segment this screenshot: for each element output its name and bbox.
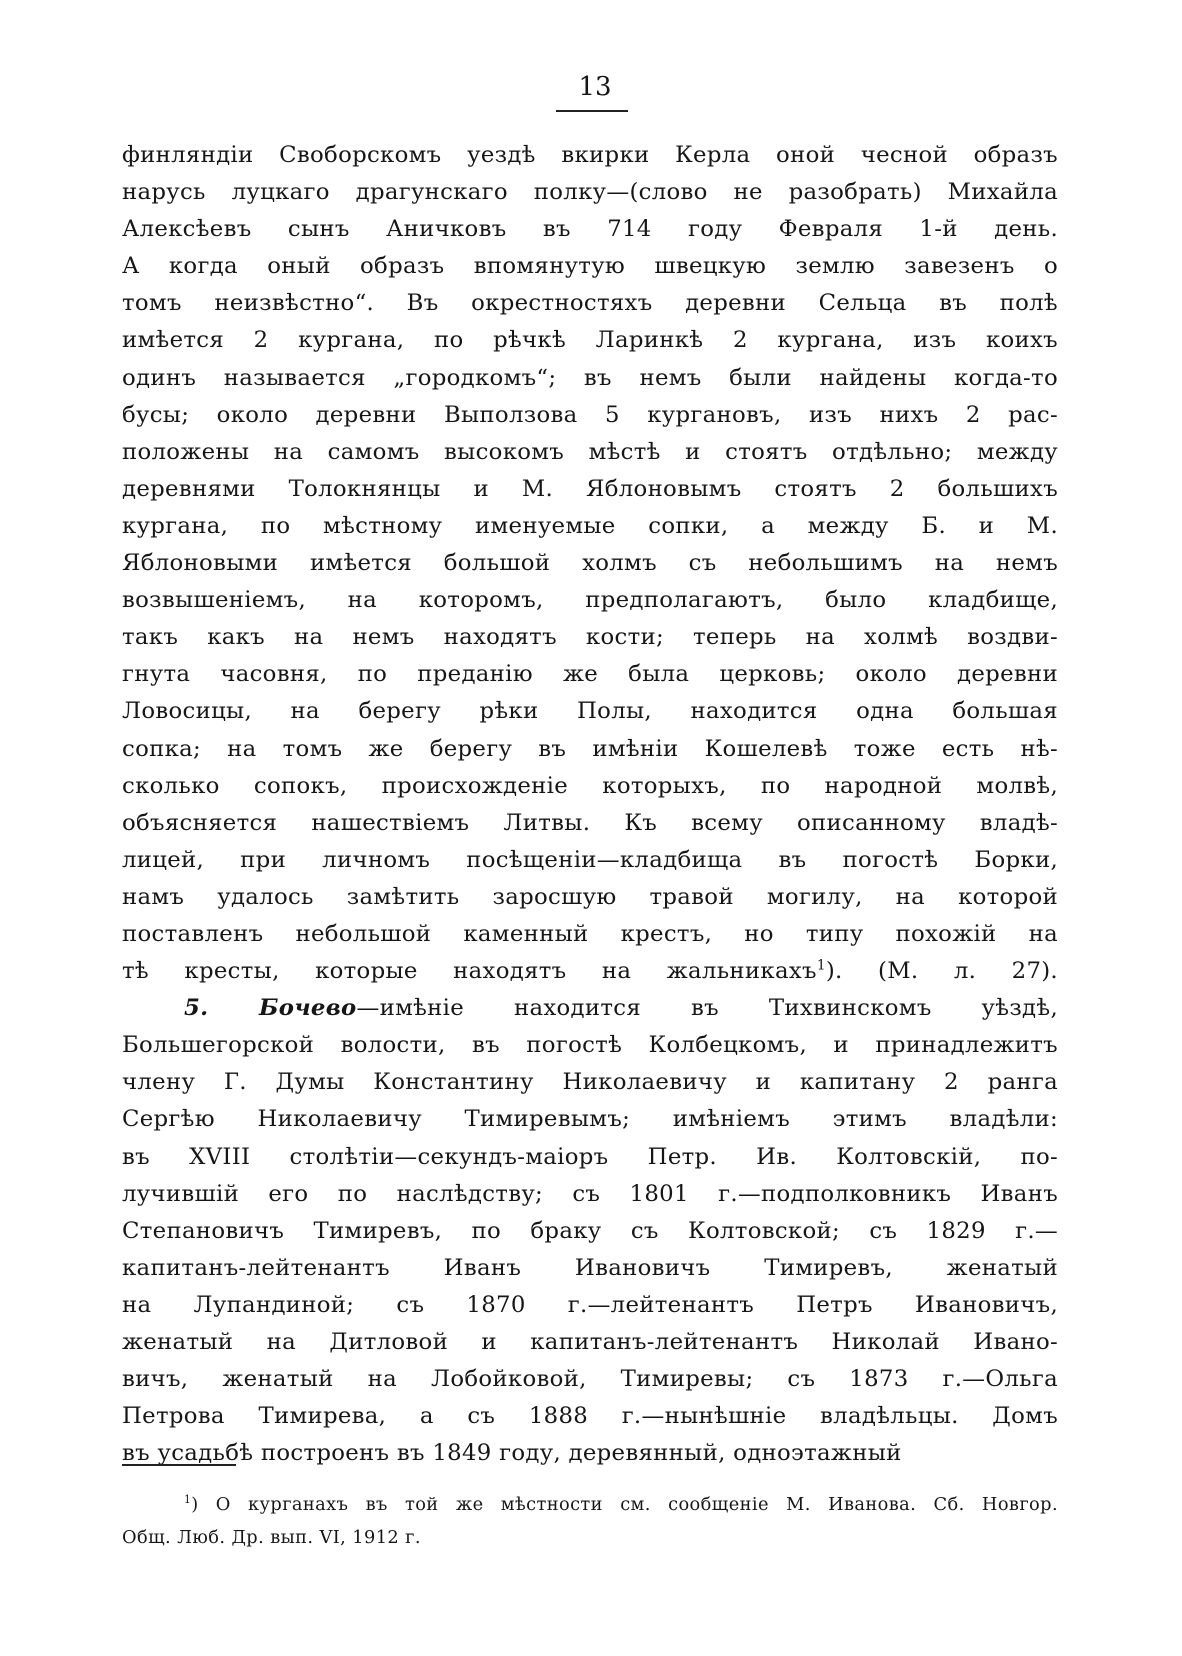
text-line: Яблоновыми имѣется большой холмъ съ небольшимъ на немъ [122, 550, 1058, 577]
text-line: Сергѣю Николаевичу Тимиревымъ; имѣніемъ этимъ владѣли: [122, 1106, 1058, 1133]
text-line: Степановичъ Тимиревъ, по браку съ Колтовской; съ 1829 г.— [122, 1217, 1058, 1244]
text-line: въ XVIII столѣтіи—секундъ-маіоръ Петр. Ив. Колтовскій, по- [122, 1143, 1058, 1170]
footnote-line [122, 1488, 1058, 1521]
text-line: бусы; около деревни Выползова 5 кургановъ, изъ нихъ 2 рас- [122, 401, 1058, 428]
text-line: гнута часовня, по преданію же была церковь; около деревни [122, 661, 1058, 688]
text-line: нарусь луцкаго драгунскаго полку—(слово не разобрать) Михайла [122, 179, 1058, 206]
text-line: финляндіи Своборскомъ уездѣ вкирки Керла оной чесной образъ [122, 142, 1058, 168]
text-line: вичъ, женатый на Лобойковой, Тимиревы; съ 1873 г.—Ольга [122, 1366, 1058, 1393]
text-line: въ усадьбѣ построенъ въ 1849 году, деревянный, одноэтажный [122, 1440, 902, 1467]
footnote-line: Общ. Люб. Др. вып. VI, 1912 г. [122, 1527, 421, 1548]
text-line: члену Г. Думы Константину Николаевичу и капитану 2 ранга [122, 1069, 1058, 1096]
text-line: поставленъ небольшой каменный крестъ, но типу похожій на [122, 920, 1058, 947]
footnote [122, 1488, 1058, 1554]
footnote-reference: 1 [816, 957, 826, 974]
text-line: положены на самомъ высокомъ мѣстѣ и стоятъ отдѣльно; между [122, 438, 1058, 465]
text-line: томъ неизвѣстно“. Въ окрестностяхъ деревни Сельца въ полѣ [122, 290, 1058, 317]
text-line: объясняется нашествіемъ Литвы. Къ всему описанному владѣ- [122, 809, 1058, 836]
page-number-underline [556, 110, 628, 112]
text-line: лицей, при личномъ посѣщеніи—кладбища въ погостѣ Борки, [122, 846, 1058, 873]
text-line-with-footnote-ref [122, 953, 1058, 990]
text-line: Алексѣевъ сынъ Аничковъ въ 714 году Февраля 1-й день. [122, 216, 1058, 243]
text-line: женатый на Дитловой и капитанъ-лейтенантъ Николай Ивано- [122, 1329, 1058, 1355]
entry-heading: 5. Бочево [184, 995, 357, 1022]
footnote-mark: 1 [184, 1493, 192, 1507]
entry-first-line [122, 990, 1058, 1027]
text-line: кургана, по мѣстному именуемые сопки, а между Б. и М. [122, 512, 1058, 539]
text-line: лучившій его по наслѣдству; съ 1801 г.—подполковникъ Иванъ [122, 1180, 1058, 1207]
page-number: 13 [578, 72, 612, 102]
text-line: Ловосицы, на берегу рѣки Полы, находится одна большая [122, 698, 1058, 725]
text-line: деревнями Толокнянцы и М. Яблоновымъ стоятъ 2 большихъ [122, 475, 1058, 502]
footnote-text: ) О курганахъ въ той же мѣстности см. сообщеніе М. Иванова. Сб. Новгор. [191, 1494, 1058, 1515]
text-line: сколько сопокъ, происхожденіе которыхъ, по народной молвѣ, [122, 772, 1058, 799]
body-text [122, 137, 1058, 1472]
text-line: намъ удалось замѣтить заросшую травой могилу, на которой [122, 883, 1058, 910]
text-line: капитанъ-лейтенантъ Иванъ Ивановичъ Тимиревъ, женатый [122, 1254, 1058, 1281]
text-line: Большегорской волости, въ погостѣ Колбецкомъ, и принадлежитъ [122, 1032, 1058, 1059]
text-line: сопка; на томъ же берегу въ имѣніи Кошелевѣ тоже есть нѣ- [122, 735, 1058, 762]
text-line: возвышеніемъ, на которомъ, предполагаютъ, было кладбище, [122, 587, 1058, 614]
text-line: А когда оный образъ впомянутую швецкую землю завезенъ о [122, 253, 1058, 280]
footnote-separator [122, 1464, 236, 1466]
text-line: на Лупандиной; съ 1870 г.—лейтенантъ Петръ Ивановичъ, [122, 1291, 1058, 1318]
citation: ). (М. л. 27). [825, 958, 1058, 985]
text-line: одинъ называется „городкомъ“; въ немъ были найдены когда-то [122, 364, 1058, 391]
text-line: такъ какъ на немъ находятъ кости; теперь на холмѣ воздви- [122, 624, 1058, 651]
entry-text: —имѣніе находится въ Тихвинскомъ уѣздѣ, [356, 995, 1058, 1022]
text-line: имѣется 2 кургана, по рѣчкѣ Ларинкѣ 2 кургана, изъ коихъ [122, 327, 1058, 354]
text-fragment: тѣ кресты, которые находятъ на жальникахъ [122, 958, 817, 985]
text-line: Петрова Тимирева, а съ 1888 г.—нынѣшніе владѣльцы. Домъ [122, 1403, 1058, 1430]
